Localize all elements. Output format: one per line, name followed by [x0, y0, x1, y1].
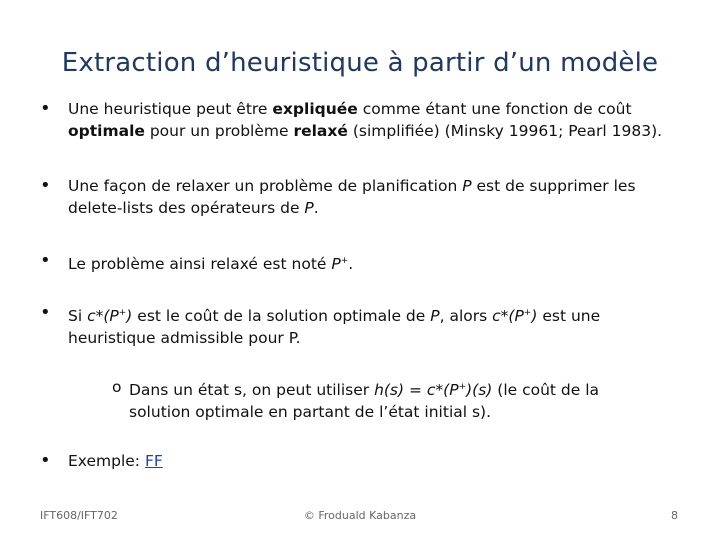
bullet-text: Une façon de relaxer un problème de planification P est de supprimer les delete-lists des opérateurs de P. — [68, 177, 636, 217]
bullet-text: Une heuristique peut être expliquée comme étant une fonction de coût optimale pour un problème relaxé (simplifiée) (Minsky 19961; Pearl 1983). — [68, 100, 663, 140]
bullet-dot-icon: • — [40, 175, 51, 196]
sub-bullet-text: Dans un état s, on peut utiliser h(s) = c*(P+)(s) (le coût de la solution optimale en partant de l’état initial s). — [129, 381, 600, 422]
bullet-text: Si c*(P+) est le coût de la solution optimale de P, alors c*(P+) est une heuristique admissible pour P. — [68, 307, 601, 348]
sub-bullet-circle-icon: o — [112, 378, 122, 396]
bullet-text: Exemple: FF — [68, 452, 163, 470]
bullet-dot-icon: • — [40, 302, 51, 323]
footer-course: IFT608/IFT702 — [40, 509, 118, 522]
slide-title: Extraction d’heuristique à partir d’un modèle — [61, 48, 659, 78]
footer-page-number: 8 — [671, 509, 678, 522]
bullet-text: Le problème ainsi relaxé est noté P+. — [68, 255, 354, 274]
footer-author: © Froduald Kabanza — [303, 509, 417, 522]
bullet-dot-icon: • — [40, 98, 51, 119]
example-ff-link[interactable]: FF — [144, 452, 163, 470]
bullet-dot-icon: • — [40, 450, 51, 471]
bullet-dot-icon: • — [40, 250, 51, 271]
